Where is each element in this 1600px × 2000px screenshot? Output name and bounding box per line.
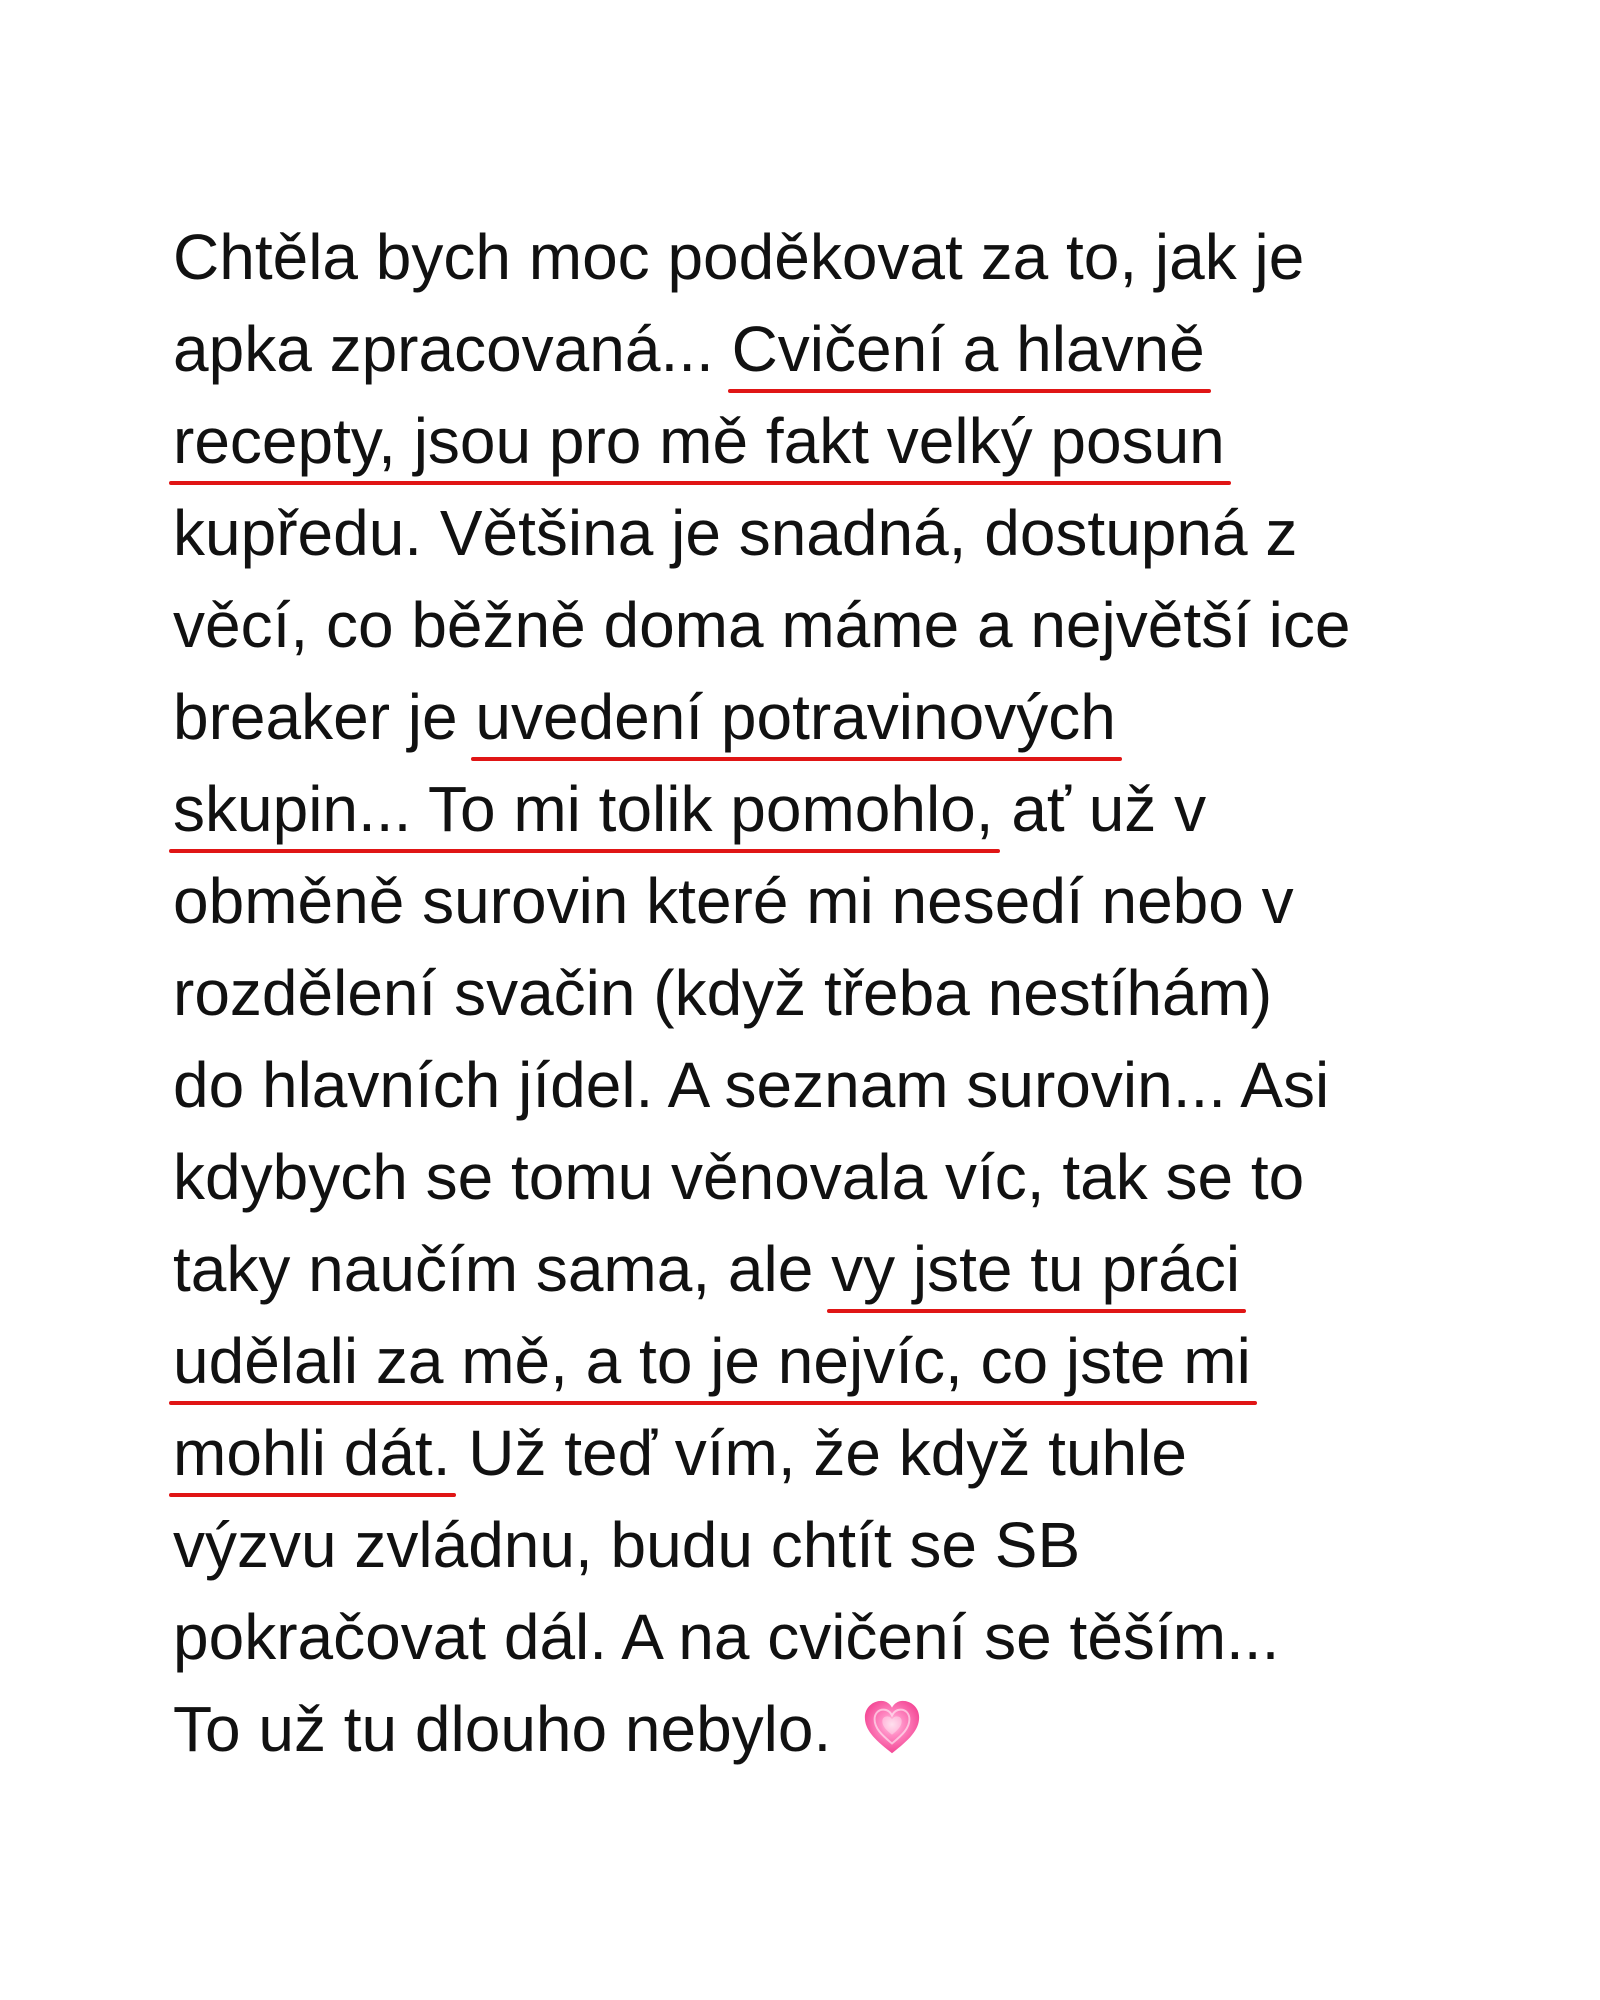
text-segment: taky naučím sama, ale bbox=[173, 1233, 832, 1305]
text-line bbox=[173, 855, 1493, 947]
text-line bbox=[173, 1223, 1493, 1315]
underlined-phrase: uvedení potravinových bbox=[475, 681, 1116, 753]
text-segment: pokračovat dál. A na cvičení se těším... bbox=[173, 1601, 1280, 1673]
underlined-phrase: mohli dát. bbox=[173, 1417, 451, 1489]
text-segment: rozdělení svačin (když třeba nestíhám) bbox=[173, 957, 1273, 1029]
text-line bbox=[173, 303, 1493, 395]
text-line bbox=[173, 947, 1493, 1039]
text-line bbox=[173, 211, 1493, 303]
text-segment: obměně surovin které mi nesedí nebo v bbox=[173, 865, 1294, 937]
underlined-phrase: skupin... To mi tolik pomohlo, bbox=[173, 773, 994, 845]
text-line bbox=[173, 579, 1493, 671]
underlined-phrase: vy jste tu práci bbox=[831, 1233, 1241, 1305]
text-line bbox=[173, 1499, 1493, 1591]
text-line bbox=[173, 763, 1493, 855]
text-segment: do hlavních jídel. A seznam surovin... Asi bbox=[173, 1049, 1330, 1121]
text-line bbox=[173, 1407, 1493, 1499]
text-line bbox=[173, 1591, 1493, 1683]
text-segment: ať už v bbox=[993, 773, 1207, 845]
text-segment: apka zpracovaná... bbox=[173, 313, 732, 385]
text-segment: kupředu. Většina je snadná, dostupná z bbox=[173, 497, 1298, 569]
text-line bbox=[173, 1683, 1493, 1775]
underlined-phrase: recepty, jsou pro mě fakt velký posun bbox=[173, 405, 1225, 477]
text-line bbox=[173, 671, 1493, 763]
text-segment: Chtěla bych moc poděkovat za to, jak je bbox=[173, 221, 1305, 293]
text-segment: věcí, co běžně doma máme a největší ice bbox=[173, 589, 1351, 661]
text-segment: Už teď vím, že když tuhle bbox=[450, 1417, 1187, 1489]
text-line bbox=[173, 1315, 1493, 1407]
underlined-phrase: udělali za mě, a to je nejvíc, co jste mi bbox=[173, 1325, 1251, 1397]
text-segment: kdybych se tomu věnovala víc, tak se to bbox=[173, 1141, 1305, 1213]
text-line bbox=[173, 1131, 1493, 1223]
text-segment: breaker je bbox=[173, 681, 476, 753]
text-line bbox=[173, 487, 1493, 579]
testimonial-text bbox=[173, 211, 1493, 1775]
text-segment: výzvu zvládnu, budu chtít se SB bbox=[173, 1509, 1081, 1581]
text-segment: To už tu dlouho nebylo. bbox=[173, 1693, 850, 1765]
text-line bbox=[173, 395, 1493, 487]
text-line bbox=[173, 1039, 1493, 1131]
underlined-phrase: Cvičení a hlavně bbox=[731, 313, 1205, 385]
growing-heart-icon bbox=[861, 1697, 923, 1759]
